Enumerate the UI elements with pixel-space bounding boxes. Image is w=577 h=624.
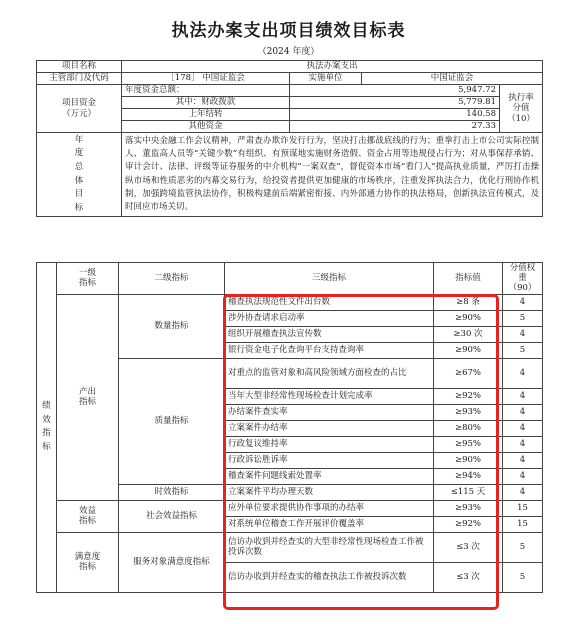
sub-quantity: 数量指标 xyxy=(119,294,225,358)
group-satisfaction: 满意度 指标 xyxy=(57,532,119,592)
indicator-weight: 5 xyxy=(503,310,543,326)
indicator-name: 行政复议维持率 xyxy=(225,436,434,452)
funds-label xyxy=(37,85,122,133)
perf-label xyxy=(37,263,57,593)
header-l1 xyxy=(57,263,119,295)
header-value: 指标值 xyxy=(434,263,503,295)
funds-label-line1: 项目资金 xyxy=(61,98,96,109)
indicator-weight: 15 xyxy=(503,516,543,532)
indicator-value: ≥94% xyxy=(434,468,503,484)
year-label: （2024 年度） xyxy=(257,47,320,57)
indicator-name: 当年大型非经常性现场检查计划完成率 xyxy=(225,388,434,404)
project-name-value: 执法办案支出 xyxy=(122,61,543,73)
dept-value: ［178］ 中国证监会 xyxy=(122,73,290,85)
funds-row-label: 上年结转 xyxy=(122,109,290,121)
indicator-weight: 15 xyxy=(503,500,543,516)
indicator-value: ≥67% xyxy=(434,358,503,388)
indicator-name: 涉外协查请求启动率 xyxy=(225,310,434,326)
goal-text: 落实中央金融工作会议精神，严肃查办欺诈发行行为，坚决打击挪战底线的行为；重拳打击上市公司实际控制人、董监高人员等“关键少数”有组织、有预谋地实施财务造假、资金占用等违规侵占行为；对从事保荐承销、审计会计、法律、评级等证券服务的中介机构“一案双查”，督促资本市场“看门人”提高执业质量，严厉打击操纵市场和性质恶劣的内幕交易行为，给投资者提供更加健康的市场秩序，注重发挥执法合力，优化行刑协作机制，加强跨境监管执法协作，积极构建前后端紧密衔接、内外部通力协作的执法格局，创新执法宣传模式，及时回应市场关切。 xyxy=(122,133,543,217)
perf-label-char: 绩 xyxy=(42,401,51,412)
indicator-name: 对系统单位稽查工作开展评价覆盖率 xyxy=(225,516,434,532)
funds-row-value: 5,947.72 xyxy=(290,85,500,97)
project-info-table xyxy=(36,60,543,217)
perf-label-char: 效 xyxy=(42,414,51,425)
indicator-weight: 5 xyxy=(503,342,543,358)
header-l1-line2: 指标 xyxy=(78,278,96,289)
indicator-value: ≥8 条 xyxy=(434,294,503,310)
goal-label-char: 年 xyxy=(74,134,84,145)
indicator-weight: 5 xyxy=(503,562,543,592)
exec-rate-cell xyxy=(500,85,543,133)
indicator-weight: 4 xyxy=(503,484,543,500)
indicator-value: ≥93% xyxy=(434,404,503,420)
funds-row-value: 140.58 xyxy=(290,109,500,121)
sub-timeliness: 时效指标 xyxy=(119,484,225,500)
indicator-name: 立案案件办结率 xyxy=(225,420,434,436)
indicator-value: ≤3 次 xyxy=(434,532,503,562)
indicator-value: ≥30 次 xyxy=(434,326,503,342)
perf-label-char: 指 xyxy=(42,428,51,439)
funds-row-label: 其中：财政拨款 xyxy=(122,97,290,109)
indicator-value: ≥80% xyxy=(434,420,503,436)
sub-quality: 质量指标 xyxy=(119,358,225,484)
group-effect: 效益 指标 xyxy=(57,500,119,532)
indicator-name: 对重点的监管对象和高风险领域方面检查的占比 xyxy=(225,358,434,388)
indicator-weight: 4 xyxy=(503,388,543,404)
header-weight xyxy=(503,263,543,295)
impl-label: 实施单位 xyxy=(290,73,362,85)
indicator-weight: 4 xyxy=(503,420,543,436)
indicator-name: 信访办收到并经查实的大型非经常性现场检查工作被投诉次数 xyxy=(225,532,434,562)
indicator-value: ≥95% xyxy=(434,436,503,452)
impl-value: 中国证监会 xyxy=(362,73,543,85)
indicator-weight: 4 xyxy=(503,436,543,452)
indicator-value: ≤115 天 xyxy=(434,484,503,500)
indicator-weight: 4 xyxy=(503,452,543,468)
page-title: 执法办案支出项目绩效目标表 xyxy=(171,21,406,41)
funds-row-label: 其他资金 xyxy=(122,121,290,133)
indicator-value: ≥90% xyxy=(434,452,503,468)
performance-table xyxy=(36,262,543,593)
goal-label-char: 度 xyxy=(74,148,84,159)
indicator-value: ≤3 次 xyxy=(434,562,503,592)
group-output: 产出 指标 xyxy=(57,294,119,500)
indicator-value: ≥93% xyxy=(434,500,503,516)
indicator-name: 稽查案件问题线索处置率 xyxy=(225,468,434,484)
indicator-name: 立案案件平均办理天数 xyxy=(225,484,434,500)
indicator-name: 信访办收到并经查实的稽查执法工作被投诉次数 xyxy=(225,562,434,592)
funds-row-label: 年度资金总额： xyxy=(122,85,290,97)
goal-label xyxy=(37,133,122,217)
indicator-name: 办结案件查实率 xyxy=(225,404,434,420)
indicator-weight: 4 xyxy=(503,358,543,388)
indicator-name: 应外单位要求提供协作事项的办结率 xyxy=(225,500,434,516)
perf-label-char: 标 xyxy=(42,441,51,452)
indicator-value: ≥90% xyxy=(434,310,503,326)
indicator-name: 行政诉讼胜诉率 xyxy=(225,452,434,468)
indicator-value: ≥92% xyxy=(434,388,503,404)
indicator-name: 组织开展稽查执法宣传数 xyxy=(225,326,434,342)
exec-rate-line1: 执行率 xyxy=(508,93,534,104)
header-l1-line1: 一级 xyxy=(78,268,96,279)
indicator-name: 稽查执法规范性文件出台数 xyxy=(225,294,434,310)
sub-social: 社会效益指标 xyxy=(119,500,225,532)
indicator-weight: 5 xyxy=(503,532,543,562)
indicator-name: 银行资金电子化查询平台支持查询率 xyxy=(225,342,434,358)
goal-label-char: 总 xyxy=(74,161,84,172)
goal-label-char: 体 xyxy=(74,175,84,186)
goal-label-char: 目 xyxy=(74,189,84,200)
header-weight-line1: 分值权重 xyxy=(509,263,536,284)
indicator-weight: 4 xyxy=(503,326,543,342)
indicator-value: ≥92% xyxy=(434,516,503,532)
goal-label-char: 标 xyxy=(74,202,84,213)
project-name-label: 项目名称 xyxy=(37,61,122,73)
funds-row-value: 5,779.81 xyxy=(290,97,500,109)
header-weight-line2: （90） xyxy=(508,283,537,294)
header-l3: 三级指标 xyxy=(225,263,434,295)
sub-service: 服务对象满意度指标 xyxy=(119,532,225,592)
indicator-weight: 4 xyxy=(503,468,543,484)
dept-label: 主管部门及代码 xyxy=(37,73,122,85)
funds-label-line2: （万元） xyxy=(61,108,96,119)
exec-rate-line2: 分值（10） xyxy=(507,103,535,124)
header-l2: 二级指标 xyxy=(119,263,225,295)
indicator-value: ≥90% xyxy=(434,342,503,358)
funds-row-value: 27.33 xyxy=(290,121,500,133)
indicator-weight: 4 xyxy=(503,404,543,420)
indicator-weight: 4 xyxy=(503,294,543,310)
